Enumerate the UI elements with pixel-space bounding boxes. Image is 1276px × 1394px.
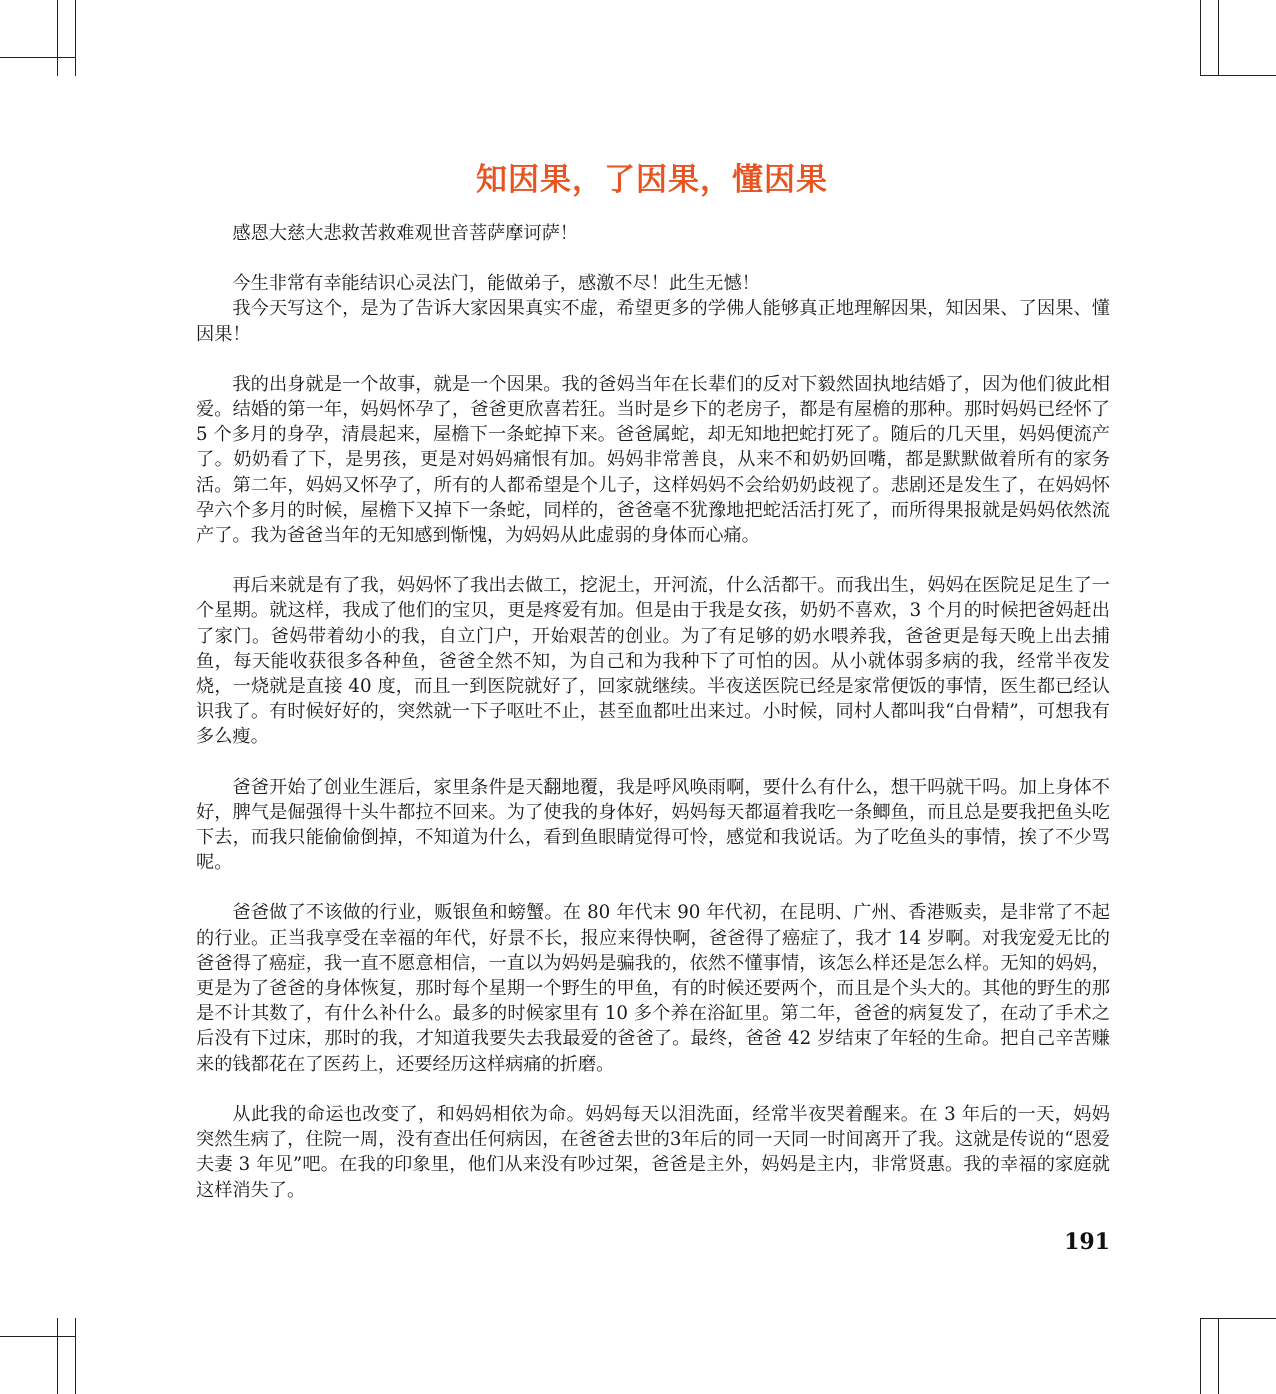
crop-mark-bottom-left-vertical-inner xyxy=(75,1318,76,1394)
crop-mark-top-left-horizontal xyxy=(0,57,76,58)
crop-mark-bottom-left-horizontal xyxy=(0,1336,76,1337)
crop-mark-top-left-vertical-inner xyxy=(75,0,76,76)
crop-mark-bottom-right-horizontal xyxy=(1200,1318,1276,1319)
crop-mark-top-right-vertical-inner xyxy=(1218,0,1219,76)
paragraph-origin-story: 我的出身就是一个故事，就是一个因果。我的爸妈当年在长辈们的反对下毅然固执地结婚了，因为他们彼此相爱。结婚的第一年，妈妈怀孕了，爸爸更欣喜若狂。当时是乡下的老房子，都是有屋檐的那种。那时妈妈已经怀了 5 个多月的身孕，清晨起来，屋檐下一条蛇掉下来。爸爸属蛇，却无知地把蛇打死了。随后的几天里，妈妈便流产了。奶奶看了下，是男孩，更是对妈妈痛恨有加。妈妈非常善良，从来不和奶奶回嘴，都是默默做着所有的家务活。第二年，妈妈又怀孕了，所有的人都希望是个儿子，这样妈妈不会给奶奶歧视了。悲剧还是发生了，在妈妈怀孕六个多月的时候，屋檐下又掉下一条蛇，同样的，爸爸毫不犹豫地把蛇活活打死了，而所得果报就是妈妈依然流产了。我为爸爸当年的无知感到惭愧，为妈妈从此虚弱的身体而心痛。 xyxy=(196,373,1110,547)
paragraph-gratitude: 感恩大慈大悲救苦救难观世音菩萨摩诃萨！ xyxy=(232,223,578,244)
page-number: 191 xyxy=(1064,1229,1110,1255)
paragraph-childhood: 再后来就是有了我，妈妈怀了我出去做工，挖泥土，开河流，什么活都干。而我出生，妈妈在医院足足生了一个星期。就这样，我成了他们的宝贝，更是疼爱有加。但是由于我是女孩，奶奶不喜欢，3 个月的时候把爸妈赶出了家门。爸妈带着幼小的我，自立门户，开始艰苦的创业。为了有足够的奶水喂养我，爸爸更是每天晚上出去捕鱼，每天能收获很多各种鱼，爸爸全然不知，为自己和为我种下了可怕的因。从小就体弱多病的我，经常半夜发烧，一烧就是直接 40 度，而且一到医院就好了，回家就继续。半夜送医院已经是家常便饭的事情，医生都已经认识我了。有时候好好的，突然就一下子呕吐不止，甚至血都吐出来过。小时候，同村人都叫我“白骨精”，可想我有多么瘦。 xyxy=(196,575,1110,748)
crop-mark-bottom-left-vertical xyxy=(57,1318,58,1394)
crop-mark-bottom-right-vertical-inner xyxy=(1218,1318,1219,1394)
page-title: 知因果，了因果，懂因果 xyxy=(476,162,828,198)
paragraph-fish: 爸爸开始了创业生涯后，家里条件是天翻地覆，我是呼风唤雨啊，要什么有什么，想干吗就干吗。加上身体不好，脾气是倔强得十头牛都拉不回来。为了使我的身体好，妈妈每天都逼着我吃一条鲫鱼，而且总是要我把鱼头吃下去，而我只能偷偷倒掉，不知道为什么，看到鱼眼睛觉得可怜，感觉和我说话。为了吃鱼头的事情，挨了不少骂呢。 xyxy=(196,776,1110,874)
crop-mark-top-right-vertical xyxy=(1200,0,1201,76)
crop-mark-top-right-horizontal xyxy=(1200,75,1276,76)
paragraph-fortune: 今生非常有幸能结识心灵法门，能做弟子，感激不尽！此生无憾！ xyxy=(232,273,760,295)
crop-mark-top-left-vertical xyxy=(57,0,58,76)
paragraph-mother: 从此我的命运也改变了，和妈妈相依为命。妈妈每天以泪洗面，经常半夜哭着醒来。在 3 年后的一天，妈妈突然生病了，住院一周，没有查出任何病因，在爸爸去世的3年后的同一天同一时间离开了我。这就是传说的“恩爱夫妻 3 年见”吧。在我的印象里，他们从来没有吵过架，爸爸是主外，妈妈是主内，非常贤惠。我的幸福的家庭就这样消失了。 xyxy=(196,1103,1110,1201)
paragraph-purpose: 我今天写这个，是为了告诉大家因果真实不虚，希望更多的学佛人能够真正地理解因果，知因果、了因果、懂因果！ xyxy=(196,298,1110,345)
article-body xyxy=(196,221,1110,1203)
crop-mark-bottom-right-vertical xyxy=(1200,1318,1201,1394)
paragraph-father-illness: 爸爸做了不该做的行业，贩银鱼和螃蟹。在 80 年代末 90 年代初，在昆明、广州、香港贩卖，是非常了不起的行业。正当我享受在幸福的年代，好景不长，报应来得快啊，爸爸得了癌症了，我才 14 岁啊。对我宠爱无比的爸爸得了癌症，我一直不愿意相信，一直以为妈妈是骗我的，依然不懂事情，该怎么样还是怎么样。无知的妈妈，更是为了爸爸的身体恢复，那时每个星期一个野生的甲鱼，有的时候还要两个，而且是个头大的。其他的野生的那是不计其数了，有什么补什么。最多的时候家里有 10 多个养在浴缸里。第二年，爸爸的病复发了，在动了手术之后没有下过床，那时的我，才知道我要失去我最爱的爸爸了。最终，爸爸 42 岁结束了年轻的生命。把自己辛苦赚来的钱都花在了医药上，还要经历这样病痛的折磨。 xyxy=(196,902,1110,1075)
